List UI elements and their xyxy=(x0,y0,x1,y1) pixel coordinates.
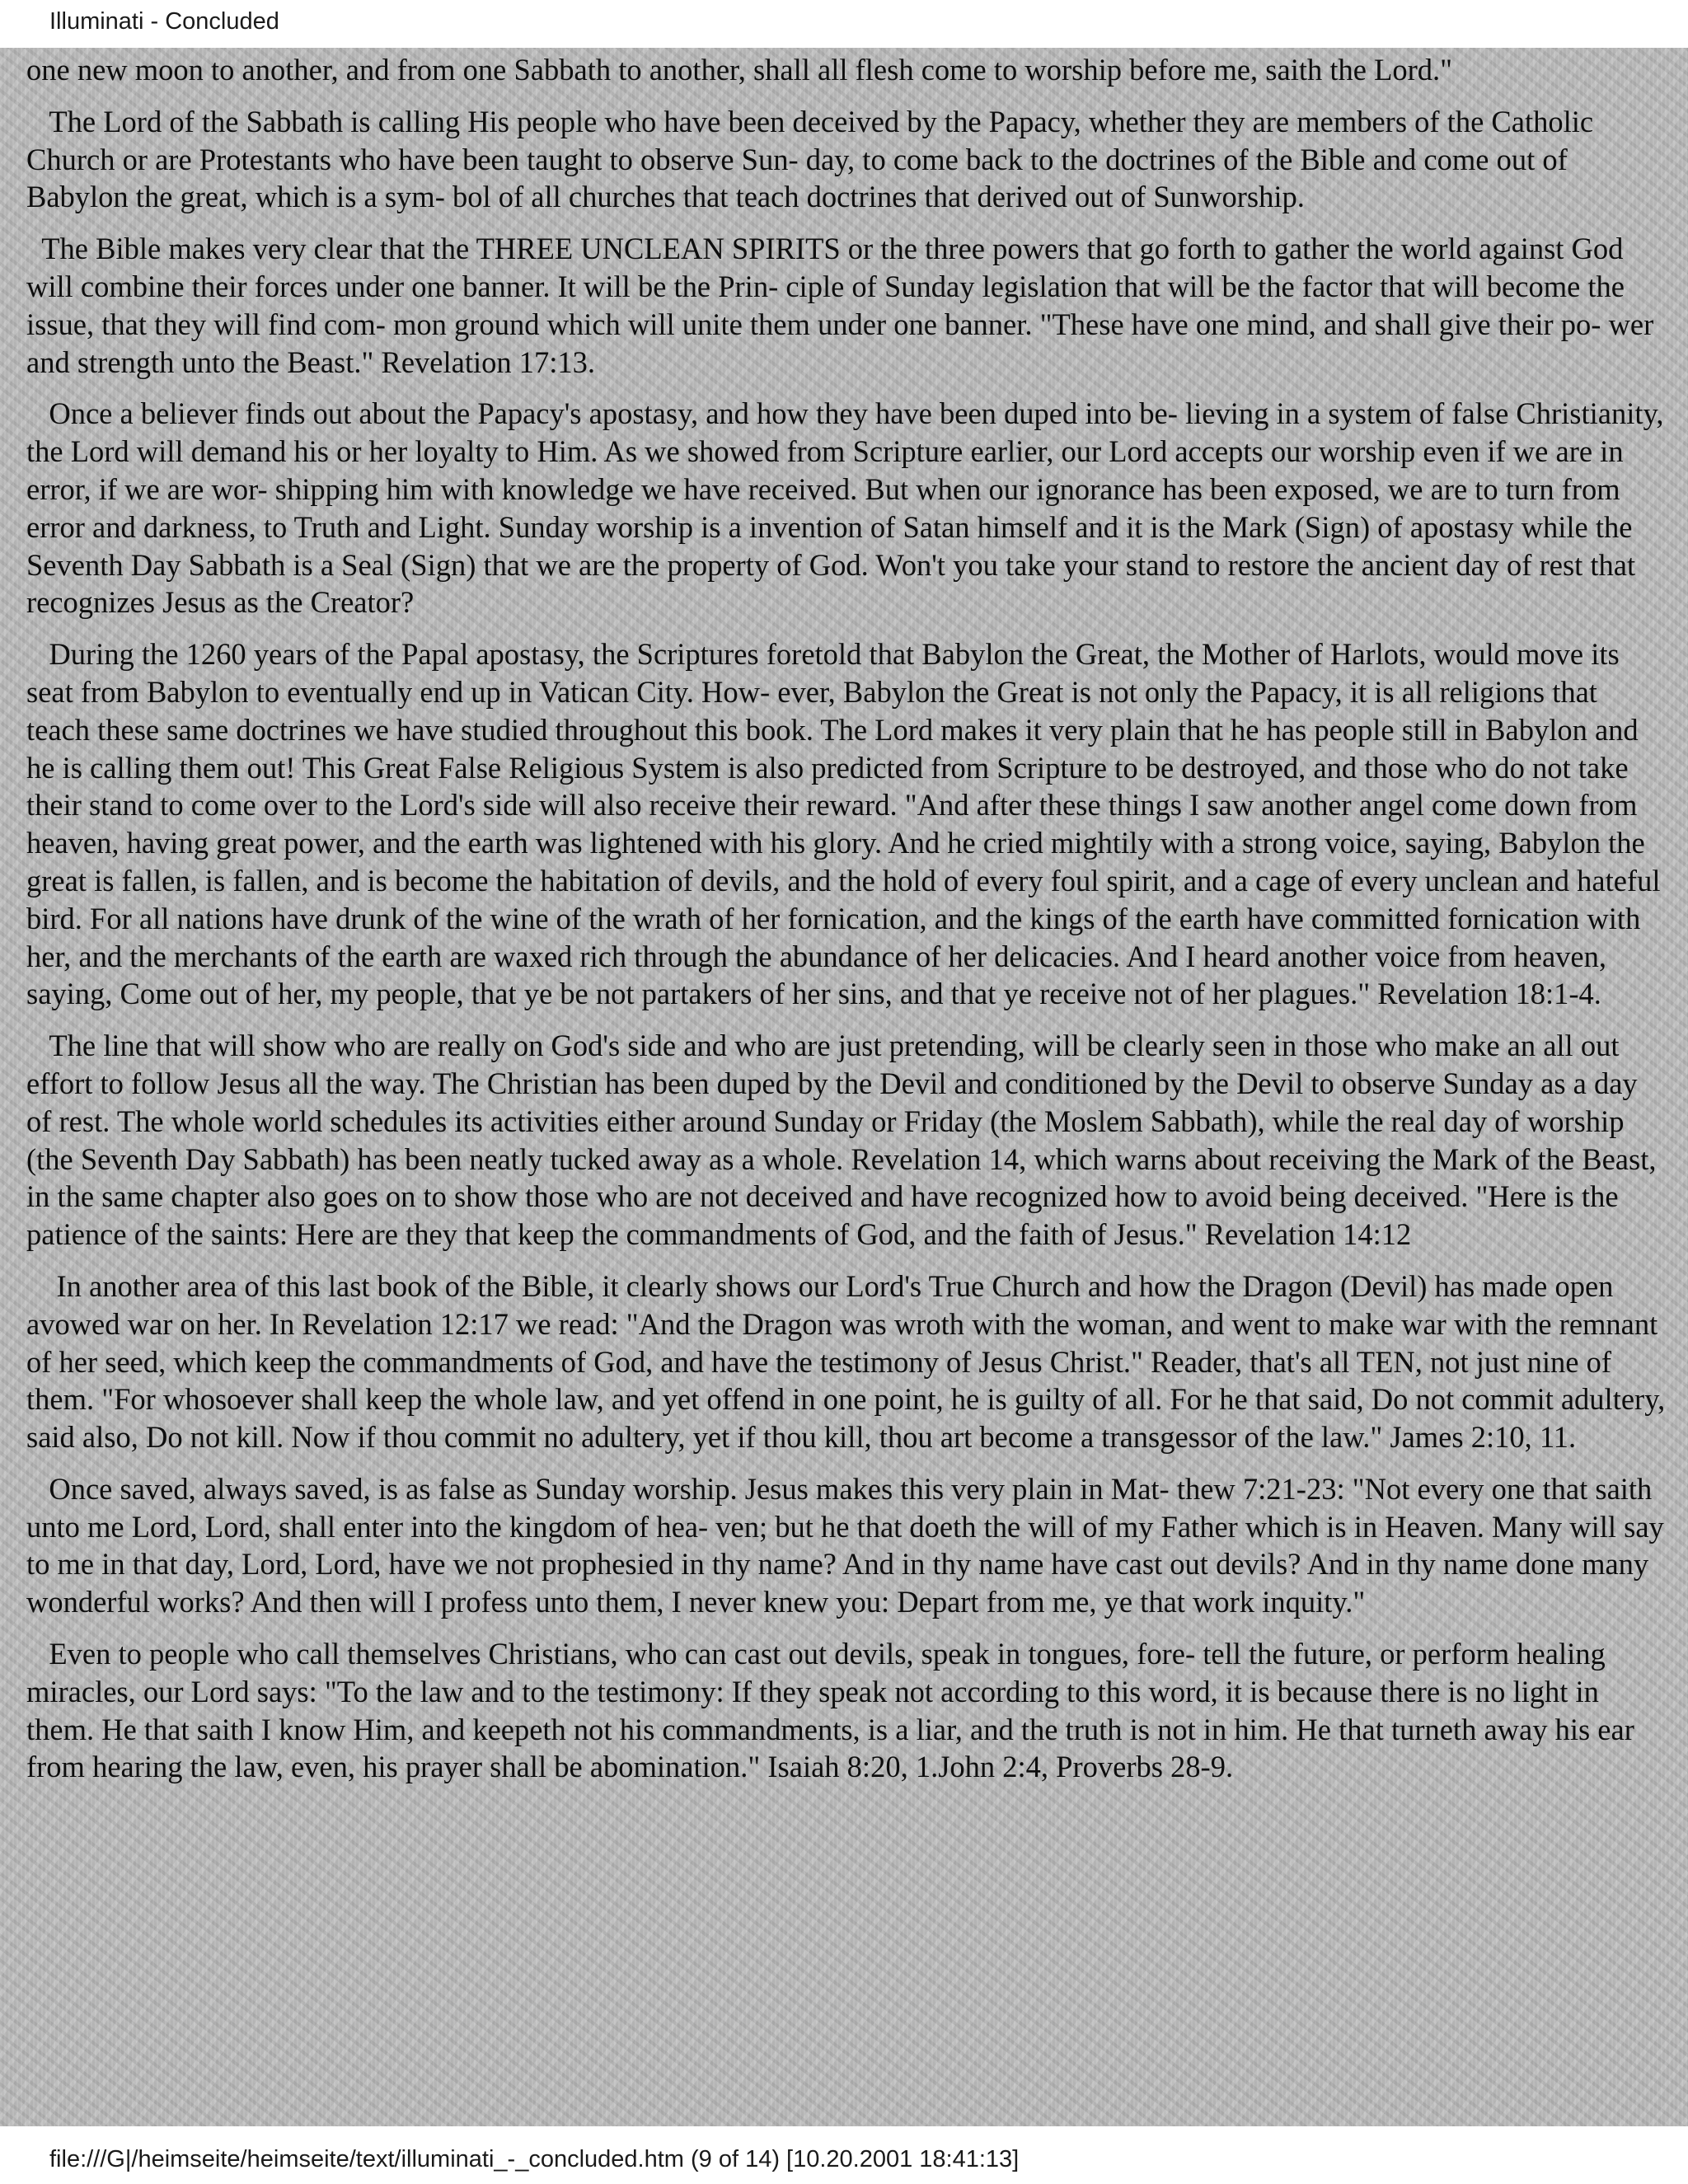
paragraph-8: Once saved, always saved, is as false as Sunday worship. Jesus makes this very plain in Mat- thew 7:21-23: "Not every one that saith unto me Lord, Lord, shall enter into the kingdom of hea- ven; but he that doeth the will of my Father which is in Heaven. Many will say to me in that day, Lord, Lord, have we not prophesied in thy name? And in thy name have cast out devils? And in thy name done many wonderful works? And then will I profess unto them, I never knew you: Depart from me, ye that work inquity." xyxy=(26,1471,1664,1619)
paragraph-3: The Bible makes very clear that the THREE UNCLEAN SPIRITS or the three powers that go forth to gather the world against God will combine their forces under one banner. It will be the Prin- ciple of Sunday legislation that will be the factor that will become the issue, that they will find com- mon ground which will unite them under one banner. "These have one mind, and shall give their po- wer and strength unto the Beast." Revelation 17:13. xyxy=(26,232,1654,379)
paragraph-4: Once a believer finds out about the Papacy's apostasy, and how they have been duped into be- lieving in a system of false Christianity, the Lord will demand his or her loyalty to Him. As we showed from Scripture earlier, our Lord accepts our worship even if we are in error, if we are wor- shipping him with knowledge we have received. But when our ignorance has been exposed, we are to turn from error and darkness, to Truth and Light. Sunday worship is a invention of Satan himself and it is the Mark (Sign) of apostasy while the Seventh Day Sabbath is a Seal (Sign) that we are the property of God. Won't you take your stand to restore the ancient day of rest that recognizes Jesus as the Creator? xyxy=(26,396,1664,620)
paragraph-9: Even to people who call themselves Christians, who can cast out devils, speak in tongues, fore- tell the future, or perform healing miracles, our Lord says: "To the law and to the testimony: If they speak not according to this word, it is because there is no light in them. He that saith I know Him, and keepeth not his commandments, is a liar, and the truth is not in him. He that turneth away his ear from hearing the law, even, his prayer shall be abomination." Isaiah 8:20, 1.John 2:4, Proverbs 28-9. xyxy=(26,1637,1634,1784)
page-title: Illuminati - Concluded xyxy=(49,8,279,35)
page-body xyxy=(0,48,1688,2126)
paragraph-7: In another area of this last book of the Bible, it clearly shows our Lord's True Church and how the Dragon (Devil) has made open avowed war on her. In Revelation 12:17 we read: "And the Dragon was wroth with the woman, and went to make war with the remnant of her seed, which keep the commandments of God, and have the testimony of Jesus Christ." Reader, that's all TEN, not just nine of them. "For whosoever shall keep the whole law, and yet offend in one point, he is guilty of all. For he that said, Do not commit adultery, said also, Do not kill. Now if thou commit no adultery, yet if thou kill, thou art become a transgessor of the law." James 2:10, 11. xyxy=(26,1268,1666,1455)
paragraph-6: The line that will show who are really on God's side and who are just pretending, will be clearly seen in those who make an all out effort to follow Jesus all the way. The Christian has been duped by the Devil and conditioned by the Devil to observe Sunday as a day of rest. The whole world schedules its activities either around Sunday or Friday (the Moslem Sabbath), while the real day of worship (the Seventh Day Sabbath) has been neatly tucked away as a whole. Revelation 14, which warns about receiving the Mark of the Beast, in the same chapter also goes on to show those who are not deceived and have recognized how to avoid being deceived. "Here is the patience of the saints: Here are they that keep the commandments of God, and the faith of Jesus." Revelation 14:12 xyxy=(26,1029,1657,1252)
file-url: file:///G|/heimseite/heimseite/text/illuminati_-_concluded.htm (9 of 14) [10.20.2001 18:41:13] xyxy=(49,2146,1020,2172)
print-footer xyxy=(0,2126,1688,2184)
paragraph-2: The Lord of the Sabbath is calling His people who have been deceived by the Papacy, whether they are members of the Catholic Church or are Protestants who have been taught to observe Sun- day, to come back to the doctrines of the Bible and come out of Babylon the great, which is a sym- bol of all churches that teach doctrines that derived out of Sunworship. xyxy=(26,104,1594,214)
paragraph-1: one new moon to another, and from one Sabbath to another, shall all flesh come to worship before me, saith the Lord." xyxy=(26,53,1453,87)
paragraph-5: During the 1260 years of the Papal apostasy, the Scriptures foretold that Babylon the Great, the Mother of Harlots, would move its seat from Babylon to eventually end up in Vatican City. How- ever, Babylon the Great is not only the Papacy, it is all religions that teach these same doctrines we have studied throughout this book. The Lord makes it very plain that he has people still in Babylon and he is calling them out! This Great False Religious System is also predicted from Scripture to be destroyed, and those who do not take their stand to come over to the Lord's side will also receive their reward. "And after these things I saw another angel come down from heaven, having great power, and the earth was lightened with his glory. And he cried mightily with a strong voice, saying, Babylon the great is fallen, is fallen, and is become the habitation of devils, and the hold of every foul spirit, and a cage of every unclean and hateful bird. For all nations have drunk of the wine of the wrath of her fornication, and the kings of the earth have committed fornication with her, and the merchants of the earth are waxed rich through the abundance of her delicacies. And I heard another voice from heaven, saying, Come out of her, my people, that ye be not partakers of her sins, and that ye receive not of her plagues." Revelation 18:1-4. xyxy=(26,637,1661,1011)
print-header xyxy=(0,0,1688,48)
article-text xyxy=(26,51,1667,1800)
